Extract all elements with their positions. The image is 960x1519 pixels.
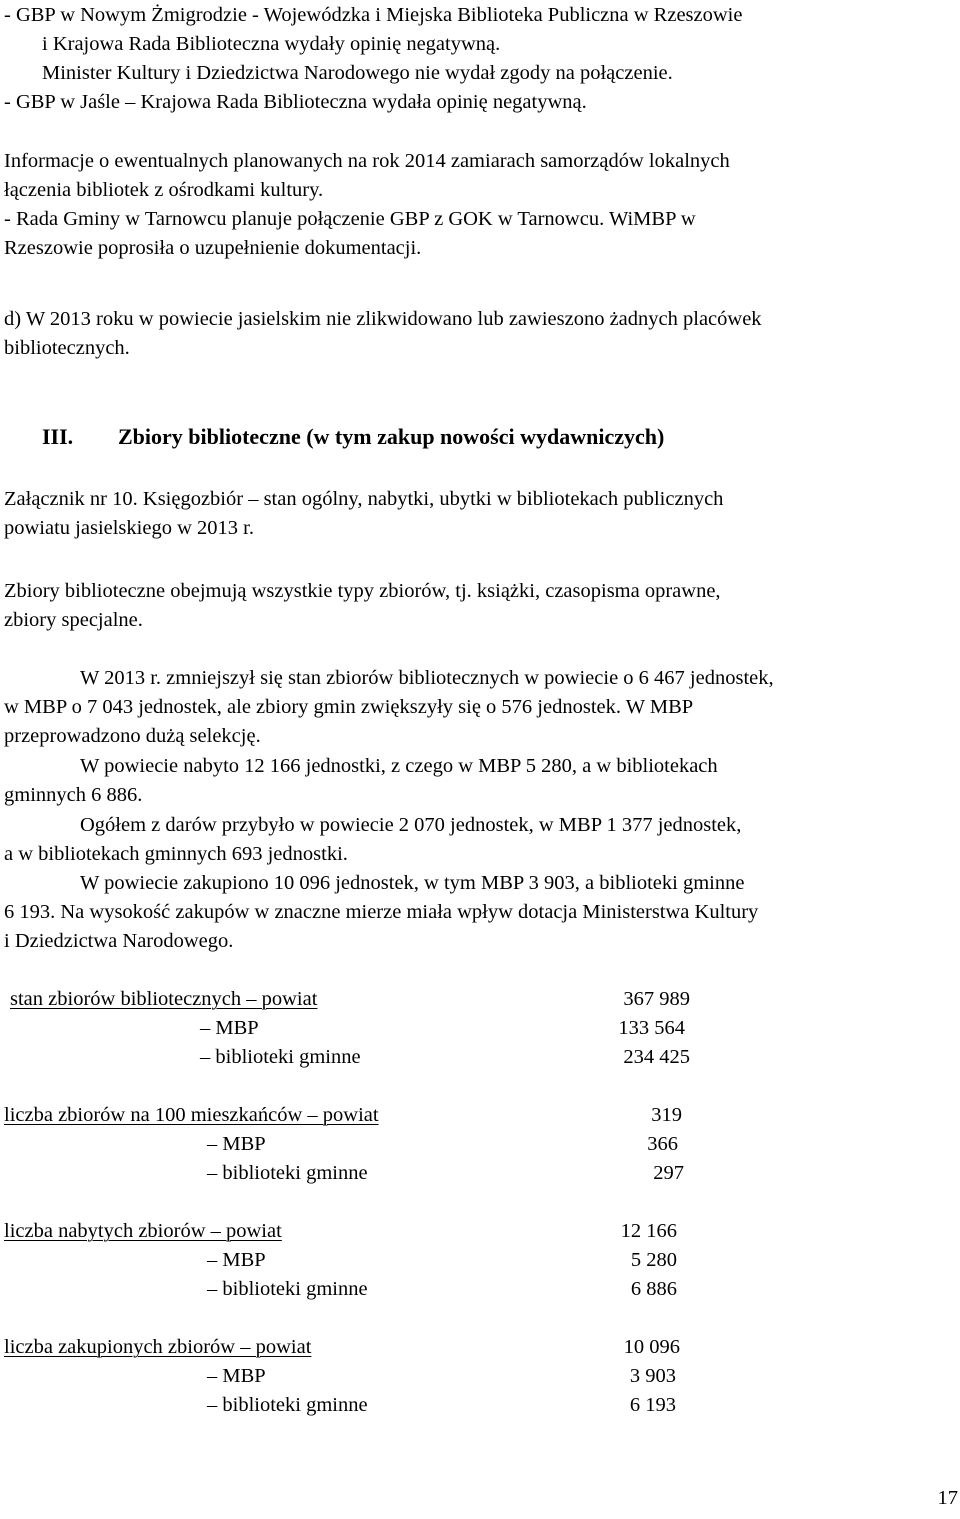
plans-line: łączenia bibliotek z ośrodkami kultury. bbox=[4, 179, 324, 201]
stat-heading: stan zbiorów bibliotecznych – powiat bbox=[10, 988, 318, 1010]
stat-sub-label: – biblioteki gminne bbox=[207, 1162, 368, 1184]
stat-sub-value: 234 425 bbox=[623, 1046, 690, 1068]
stat-sub-value: 3 903 bbox=[629, 1365, 676, 1387]
annex-line: powiatu jasielskiego w 2013 r. bbox=[4, 517, 254, 539]
stat-sub-label: – MBP bbox=[200, 1017, 259, 1039]
annex-line: Załącznik nr 10. Księgozbiór – stan ogólny, nabytki, ubytki w bibliotekach publicznych bbox=[4, 488, 724, 510]
stat-sub-value: 133 564 bbox=[618, 1017, 685, 1039]
stat-sub-label: – MBP bbox=[207, 1249, 266, 1271]
summary-line: Ogółem z darów przybyło w powiecie 2 070 jednostek, w MBP 1 377 jednostek, bbox=[80, 814, 742, 836]
summary-line: a w bibliotekach gminnych 693 jednostki. bbox=[4, 843, 348, 865]
stat-value: 12 166 bbox=[620, 1220, 677, 1242]
summary-line: i Dziedzictwa Narodowego. bbox=[4, 930, 234, 952]
stat-value: 10 096 bbox=[623, 1336, 680, 1358]
stat-heading: liczba nabytych zbiorów – powiat bbox=[4, 1220, 282, 1242]
collections-line: zbiory specjalne. bbox=[4, 609, 143, 631]
summary-line: gminnych 6 886. bbox=[4, 784, 143, 806]
page-number: 17 bbox=[937, 1487, 958, 1509]
plans-line: - Rada Gminy w Tarnowcu planuje połączenie GBP z GOK w Tarnowcu. WiMBP w bbox=[4, 208, 696, 230]
stat-sub-label: – biblioteki gminne bbox=[200, 1046, 361, 1068]
section-title: Zbiory biblioteczne (w tym zakup nowości wydawniczych) bbox=[118, 424, 665, 449]
intro-line: Minister Kultury i Dziedzictwa Narodowego nie wydał zgody na połączenie. bbox=[42, 62, 673, 84]
stat-value: 367 989 bbox=[623, 988, 690, 1010]
intro-line: - GBP w Jaśle – Krajowa Rada Biblioteczna wydała opinię negatywną. bbox=[4, 91, 587, 113]
stat-sub-label: – MBP bbox=[207, 1133, 266, 1155]
plans-line: Informacje o ewentualnych planowanych na rok 2014 zamiarach samorządów lokalnych bbox=[4, 150, 730, 172]
stat-heading: liczba zakupionych zbiorów – powiat bbox=[4, 1336, 312, 1358]
summary-line: W powiecie nabyto 12 166 jednostki, z czego w MBP 5 280, a w bibliotekach bbox=[80, 755, 718, 777]
stat-value: 319 bbox=[651, 1104, 682, 1126]
intro-line: - GBP w Nowym Żmigrodzie - Wojewódzka i Miejska Biblioteka Publiczna w Rzeszowie bbox=[4, 4, 743, 26]
point-d-line: bibliotecznych. bbox=[4, 337, 130, 359]
section-number: III. bbox=[42, 424, 74, 449]
stat-sub-value: 6 886 bbox=[630, 1278, 677, 1300]
summary-line: przeprowadzono dużą selekcję. bbox=[4, 725, 261, 747]
stat-sub-value: 6 193 bbox=[629, 1394, 676, 1416]
point-d-line: d) W 2013 roku w powiecie jasielskim nie zlikwidowano lub zawieszono żadnych placówek bbox=[4, 308, 762, 330]
stat-heading: liczba zbiorów na 100 mieszkańców – powiat bbox=[4, 1104, 379, 1126]
stat-sub-value: 5 280 bbox=[630, 1249, 677, 1271]
collections-line: Zbiory biblioteczne obejmują wszystkie typy zbiorów, tj. książki, czasopisma oprawne, bbox=[4, 580, 721, 602]
stat-sub-label: – MBP bbox=[207, 1365, 266, 1387]
intro-line: i Krajowa Rada Biblioteczna wydały opinię negatywną. bbox=[42, 33, 501, 55]
stat-sub-value: 366 bbox=[647, 1133, 678, 1155]
summary-line: 6 193. Na wysokość zakupów w znaczne mierze miała wpływ dotacja Ministerstwa Kultury bbox=[4, 901, 759, 923]
summary-line: W 2013 r. zmniejszył się stan zbiorów bibliotecznych w powiecie o 6 467 jednostek, bbox=[80, 667, 774, 689]
summary-line: W powiecie zakupiono 10 096 jednostek, w tym MBP 3 903, a biblioteki gminne bbox=[80, 872, 745, 894]
stat-sub-label: – biblioteki gminne bbox=[207, 1278, 368, 1300]
summary-line: w MBP o 7 043 jednostek, ale zbiory gmin zwiększyły się o 576 jednostek. W MBP bbox=[4, 696, 694, 718]
stat-sub-label: – biblioteki gminne bbox=[207, 1394, 368, 1416]
stat-sub-value: 297 bbox=[653, 1162, 684, 1184]
plans-line: Rzeszowie poprosiła o uzupełnienie dokumentacji. bbox=[4, 237, 422, 259]
